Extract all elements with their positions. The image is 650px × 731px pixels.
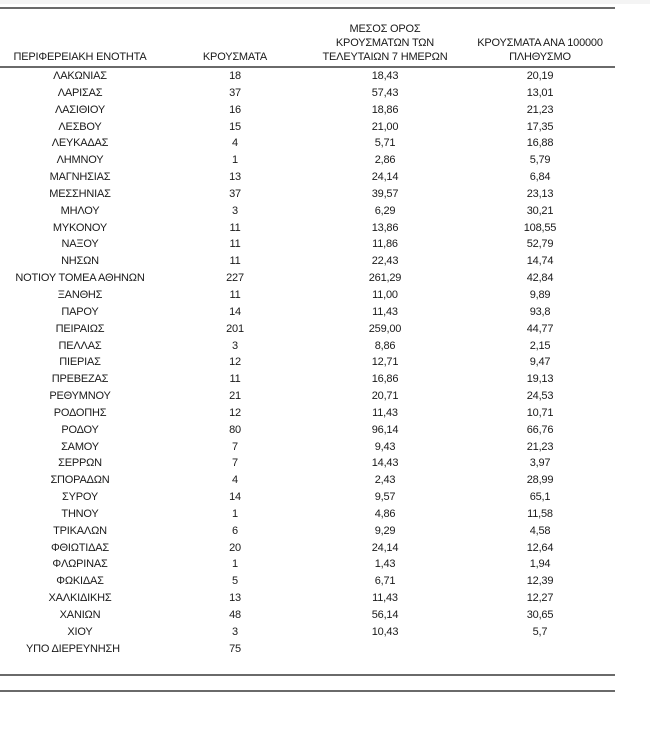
cell-cases: 37	[229, 187, 241, 200]
cell-region: ΥΠΟ ΔΙΕΡΕΥΝΗΣΗ	[26, 642, 120, 655]
cell-avg7: 16,86	[371, 373, 399, 386]
cell-cases: 12	[229, 356, 241, 369]
cell-cases: 75	[229, 642, 241, 655]
table-row	[0, 422, 615, 439]
cell-avg7: 12,71	[371, 356, 399, 369]
cell-region: ΣΕΡΡΩΝ	[58, 457, 102, 470]
cell-cases: 80	[229, 423, 241, 436]
bottom-rule-2	[0, 690, 615, 692]
cell-avg7: 261,29	[368, 272, 402, 285]
cell-region: ΦΩΚΙΔΑΣ	[56, 575, 104, 588]
cell-region: ΠΕΛΛΑΣ	[58, 339, 102, 352]
cell-region: ΜΗΛΟΥ	[60, 204, 100, 217]
cell-per100k: 6,84	[529, 171, 551, 184]
header-per100k-line1: ΚΡΟΥΣΜΑΤΑ ΑΝΑ 100000	[477, 37, 603, 49]
cell-per100k: 9,89	[529, 288, 551, 301]
cell-region: ΣΥΡΟΥ	[61, 491, 98, 504]
cell-avg7: 11,00	[372, 288, 398, 301]
cell-avg7: 11,43	[372, 406, 398, 419]
cell-avg7: 9,43	[374, 440, 396, 453]
cell-avg7: 39,57	[371, 187, 399, 200]
header-avg7-line2: ΚΡΟΥΣΜΑΤΩΝ ΤΩΝ	[335, 37, 435, 49]
table-row	[0, 641, 615, 658]
cell-per100k: 2,15	[529, 339, 551, 352]
cell-cases: 13	[229, 171, 241, 184]
table-row	[0, 102, 615, 119]
cell-per100k: 19,13	[526, 373, 554, 386]
cell-region: ΤΡΙΚΑΛΩΝ	[53, 524, 107, 537]
cell-per100k: 20,19	[526, 70, 554, 82]
cell-cases: 14	[229, 305, 241, 318]
cell-per100k: 12,64	[526, 541, 554, 554]
cell-region: ΞΑΝΘΗΣ	[57, 288, 103, 301]
cell-avg7: 24,14	[371, 541, 399, 554]
cell-cases: 11	[229, 221, 241, 234]
cell-avg7: 10,43	[371, 625, 399, 638]
cell-cases: 3	[232, 204, 238, 217]
cell-per100k: 17,35	[526, 120, 554, 133]
cell-avg7: 96,14	[371, 423, 399, 436]
cell-per100k: 12,39	[526, 575, 554, 588]
table-row	[0, 186, 615, 203]
cell-per100k: 12,27	[526, 592, 554, 605]
cell-region: ΠΡΕΒΕΖΑΣ	[51, 373, 109, 386]
cell-avg7: 24,14	[371, 171, 399, 184]
top-rule	[0, 7, 615, 9]
cell-region: ΛΕΣΒΟΥ	[58, 120, 102, 133]
cell-avg7: 5,71	[374, 137, 396, 150]
cell-per100k: 65,1	[529, 491, 551, 504]
cell-avg7: 18,43	[371, 70, 399, 82]
cell-region: ΛΑΣΙΘΙΟΥ	[54, 103, 106, 116]
table-row	[0, 523, 615, 540]
cell-region: ΜΑΓΝΗΣΙΑΣ	[49, 171, 111, 184]
cell-avg7: 2,86	[374, 154, 396, 167]
cell-per100k: 93,8	[529, 305, 551, 318]
cell-per100k: 5,7	[532, 625, 548, 638]
cell-avg7: 8,86	[374, 339, 396, 352]
cell-region: ΧΑΝΙΩΝ	[59, 609, 101, 621]
cell-region: ΛΕΥΚΑΔΑΣ	[51, 137, 109, 150]
cell-cases: 1	[232, 507, 238, 520]
cell-cases: 15	[229, 120, 241, 133]
header-avg7	[305, 22, 465, 64]
cell-cases: 4	[232, 137, 238, 150]
cell-avg7: 18,86	[371, 103, 399, 116]
cell-region: ΦΘΙΩΤΙΔΑΣ	[50, 541, 110, 554]
cell-cases: 4	[232, 474, 238, 487]
cell-cases: 1	[232, 558, 238, 571]
cell-per100k: 14,74	[526, 255, 554, 268]
cell-cases: 48	[229, 609, 241, 621]
table-row	[0, 607, 615, 624]
cell-cases: 11	[229, 373, 241, 386]
cell-per100k: 66,76	[526, 423, 554, 436]
cell-region: ΜΕΣΣΗΝΙΑΣ	[49, 187, 111, 200]
table-row	[0, 573, 615, 590]
cell-per100k: 28,99	[526, 474, 554, 487]
table-row	[0, 236, 615, 253]
cell-avg7: 22,43	[371, 255, 399, 268]
cell-avg7: 11,43	[372, 305, 398, 318]
table-row	[0, 388, 615, 405]
cell-per100k: 16,88	[526, 137, 554, 150]
cell-per100k: 30,65	[526, 609, 554, 621]
table-row	[0, 506, 615, 523]
cell-per100k: 5,79	[529, 154, 551, 167]
cell-region: ΠΑΡΟΥ	[61, 305, 99, 318]
cell-cases: 3	[232, 625, 238, 638]
cell-region: ΡΟΔΟΥ	[61, 423, 99, 436]
bottom-rule-1	[0, 674, 615, 676]
cell-per100k: 11,58	[527, 507, 553, 520]
cell-avg7: 14,43	[371, 457, 399, 470]
cell-cases: 21	[229, 390, 241, 403]
cell-region: ΛΑΚΩΝΙΑΣ	[53, 70, 107, 82]
cell-cases: 227	[226, 272, 244, 285]
table-row	[0, 354, 615, 371]
table-body	[0, 68, 615, 658]
table-row	[0, 253, 615, 270]
cell-region: ΦΛΩΡΙΝΑΣ	[52, 558, 108, 571]
table-row	[0, 152, 615, 169]
cell-per100k: 52,79	[526, 238, 554, 251]
cell-cases: 20	[229, 541, 241, 554]
cell-cases: 7	[232, 440, 238, 453]
cell-avg7: 56,14	[371, 609, 399, 621]
table-row	[0, 624, 615, 641]
cell-region: ΤΗΝΟΥ	[61, 507, 99, 520]
table-row	[0, 439, 615, 456]
table-row	[0, 455, 615, 472]
cell-per100k: 3,97	[529, 457, 551, 470]
table-row	[0, 405, 615, 422]
table-row	[0, 220, 615, 237]
table-row	[0, 472, 615, 489]
cell-avg7: 2,43	[374, 474, 396, 487]
table-row	[0, 321, 615, 338]
cell-cases: 14	[229, 491, 241, 504]
cell-region: ΣΑΜΟΥ	[61, 440, 99, 453]
table-row	[0, 119, 615, 136]
cell-cases: 16	[229, 103, 241, 116]
cell-avg7: 6,29	[374, 204, 396, 217]
cell-avg7: 4,86	[374, 507, 396, 520]
cell-cases: 1	[232, 154, 238, 167]
table-row	[0, 135, 615, 152]
table-row	[0, 203, 615, 220]
table-row	[0, 489, 615, 506]
header-region-label: ΠΕΡΙΦΕΡΕΙΑΚΗ ΕΝΟΤΗΤΑ	[13, 51, 147, 63]
cell-region: ΝΗΣΩΝ	[61, 255, 99, 268]
cell-avg7: 11,86	[372, 238, 398, 251]
cell-avg7: 57,43	[371, 86, 399, 99]
header-per100k	[460, 36, 620, 64]
cell-region: ΛΗΜΝΟΥ	[56, 154, 104, 167]
cell-region: ΠΙΕΡΙΑΣ	[59, 356, 101, 369]
cell-cases: 6	[232, 524, 238, 537]
cell-region: ΧΙΟΥ	[67, 625, 93, 638]
header-cases-label: ΚΡΟΥΣΜΑΤΑ	[202, 51, 268, 63]
cell-per100k: 9,47	[529, 356, 551, 369]
cell-per100k: 108,55	[523, 221, 557, 234]
cell-region: ΡΕΘΥΜΝΟΥ	[49, 390, 111, 403]
table-row	[0, 287, 615, 304]
cell-region: ΝΟΤΙΟΥ ΤΟΜΕΑ ΑΘΗΝΩΝ	[15, 272, 145, 285]
cell-per100k: 21,23	[526, 103, 554, 116]
cell-cases: 201	[226, 322, 244, 335]
cell-avg7: 20,71	[371, 390, 399, 403]
cell-cases: 5	[232, 575, 238, 588]
cell-avg7: 9,29	[374, 524, 396, 537]
cell-per100k: 13,01	[526, 86, 554, 99]
table-row	[0, 270, 615, 287]
cell-region: ΜΥΚΟΝΟΥ	[52, 221, 108, 234]
table-row	[0, 338, 615, 355]
cell-avg7: 6,71	[374, 575, 396, 588]
cell-cases: 37	[229, 86, 241, 99]
table-row	[0, 556, 615, 573]
table-row	[0, 304, 615, 321]
table-row	[0, 590, 615, 607]
header-avg7-line1: ΜΕΣΟΣ ΟΡΟΣ	[349, 23, 421, 35]
cell-avg7: 13,86	[371, 221, 399, 234]
cell-cases: 12	[229, 406, 241, 419]
table-row	[0, 68, 615, 85]
table-row	[0, 540, 615, 557]
cell-region: ΛΑΡΙΣΑΣ	[57, 86, 103, 99]
table-row	[0, 169, 615, 186]
cell-region: ΠΕΙΡΑΙΩΣ	[55, 322, 105, 335]
cell-cases: 13	[229, 592, 241, 605]
cell-avg7: 21,00	[371, 120, 399, 133]
cell-cases: 18	[229, 70, 241, 82]
cell-cases: 11	[229, 238, 241, 251]
table-header	[0, 14, 615, 66]
cell-region: ΝΑΞΟΥ	[61, 238, 99, 251]
cell-per100k: 30,21	[526, 204, 554, 217]
cell-avg7: 259,00	[368, 322, 402, 335]
table-row	[0, 371, 615, 388]
cell-per100k: 1,94	[529, 558, 551, 571]
header-region	[0, 50, 160, 64]
cell-per100k: 21,23	[526, 440, 554, 453]
cell-per100k: 4,58	[529, 524, 551, 537]
cell-cases: 7	[232, 457, 238, 470]
cell-cases: 11	[229, 255, 241, 268]
cell-per100k: 23,13	[526, 187, 554, 200]
cell-avg7: 9,57	[374, 491, 396, 504]
cell-per100k: 24,53	[526, 390, 554, 403]
header-per100k-line2: ΠΛΗΘΥΣΜΟ	[509, 51, 571, 63]
cell-avg7: 1,43	[374, 558, 396, 571]
cell-per100k: 44,77	[526, 322, 554, 335]
header-cases	[190, 50, 280, 64]
cell-cases: 11	[229, 288, 241, 301]
cell-per100k: 42,84	[526, 272, 554, 285]
cell-region: ΡΟΔΟΠΗΣ	[53, 406, 107, 419]
cell-avg7: 11,43	[372, 592, 398, 605]
top-band	[0, 0, 650, 4]
header-avg7-line3: ΤΕΛΕΥΤΑΙΩΝ 7 ΗΜΕΡΩΝ	[322, 51, 448, 63]
cell-region: ΧΑΛΚΙΔΙΚΗΣ	[48, 592, 112, 605]
cell-cases: 3	[232, 339, 238, 352]
cell-per100k: 10,71	[526, 406, 554, 419]
table-row	[0, 85, 615, 102]
cell-region: ΣΠΟΡΑΔΩΝ	[50, 474, 110, 487]
